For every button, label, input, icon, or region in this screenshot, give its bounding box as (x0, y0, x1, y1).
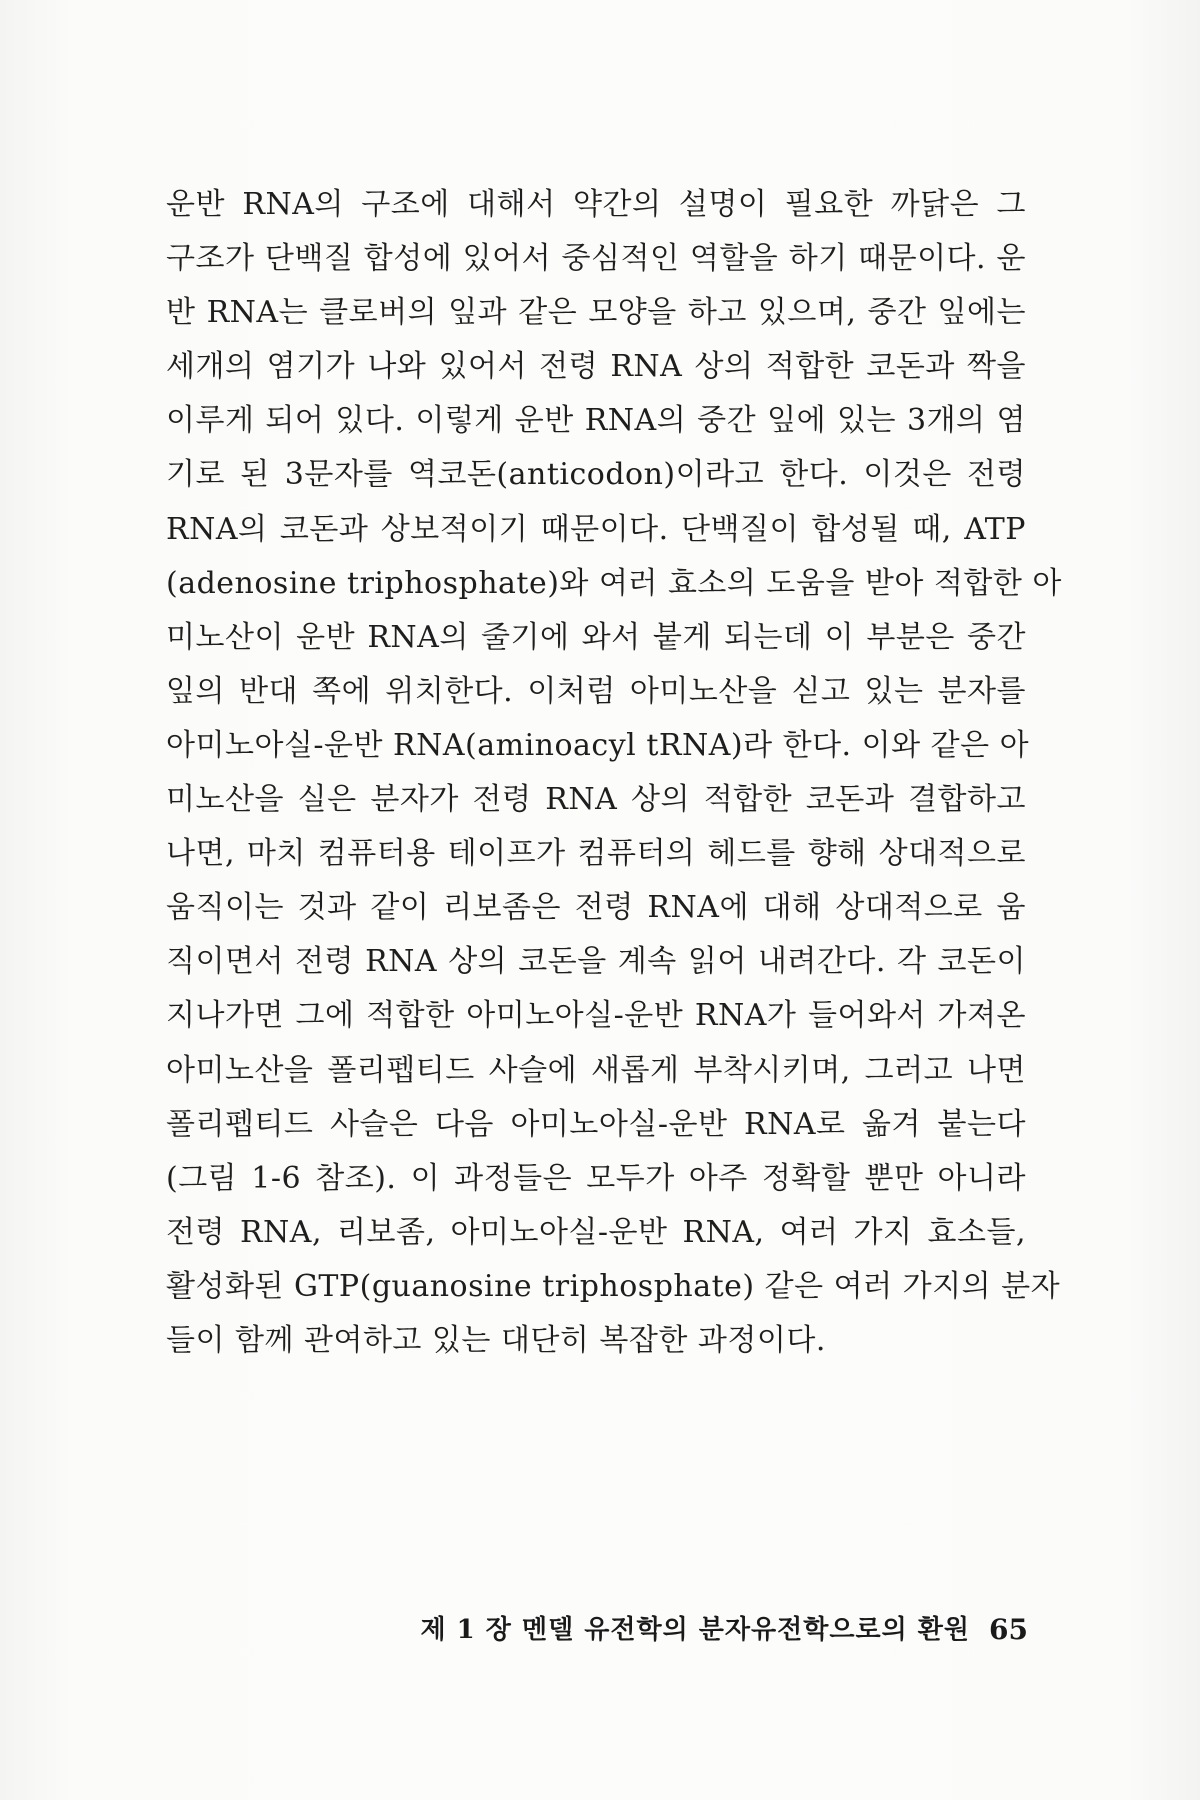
text-line: (adenosine triphosphate)와 여러 효소의 도움을 받아 적합한 아 (166, 565, 1062, 601)
text-line: 전령 RNA, 리보좀, 아미노아실-운반 RNA, 여러 가지 효소들, (166, 1214, 1026, 1250)
text-line: 운반 RNA의 구조에 대해서 약간의 설명이 필요한 까닭은 그 (166, 187, 1026, 222)
text-line: 구조가 단백질 합성에 있어서 중심적인 역할을 하기 때문이다. 운 (166, 241, 1026, 277)
page-number: 65 (989, 1613, 1028, 1646)
text-line: 기로 된 3문자를 역코돈(anticodon)이라고 한다. 이것은 전령 (166, 457, 1026, 493)
text-line: 이루게 되어 있다. 이렇게 운반 RNA의 중간 잎에 있는 3개의 염 (166, 403, 1026, 439)
text-line: (그림 1-6 참조). 이 과정들은 모두가 아주 정확할 뿐만 아니라 (166, 1160, 1026, 1196)
text-line: 활성화된 GTP(guanosine triphosphate) 같은 여러 가지의 분자 (166, 1268, 1061, 1304)
text-line: 미노산이 운반 RNA의 줄기에 와서 붙게 되는데 이 부분은 중간 (166, 619, 1026, 655)
text-line: 들이 함께 관여하고 있는 대단히 복잡한 과정이다. (166, 1322, 826, 1358)
text-line: 아미노아실-운반 RNA(aminoacyl tRNA)라 한다. 이와 같은 아 (166, 727, 1030, 763)
text-line: 아미노산을 폴리펩티드 사슬에 새롭게 부착시키며, 그러고 나면 (166, 1052, 1026, 1088)
text-line: 지나가면 그에 적합한 아미노아실-운반 RNA가 들어와서 가져온 (166, 998, 1026, 1034)
running-head: 제 1 장 멘델 유전학의 분자유전학으로의 환원 (420, 1615, 970, 1645)
text-line: 나면, 마치 컴퓨터용 테이프가 컴퓨터의 헤드를 향해 상대적으로 (166, 836, 1026, 872)
text-line: 움직이는 것과 같이 리보좀은 전령 RNA에 대해 상대적으로 움 (166, 890, 1026, 926)
text-line: 세개의 염기가 나와 있어서 전령 RNA 상의 적합한 코돈과 짝을 (166, 349, 1026, 385)
text-line: 직이면서 전령 RNA 상의 코돈을 계속 읽어 내려간다. 각 코돈이 (166, 944, 1026, 980)
text-line: RNA의 코돈과 상보적이기 때문이다. 단백질이 합성될 때, ATP (166, 511, 1026, 547)
page-footer (0, 1610, 1200, 1650)
text-line: 미노산을 실은 분자가 전령 RNA 상의 적합한 코돈과 결합하고 (166, 782, 1026, 818)
text-line: 폴리펩티드 사슬은 다음 아미노아실-운반 RNA로 옮겨 붙는다 (166, 1106, 1026, 1142)
text-line: 잎의 반대 쪽에 위치한다. 이처럼 아미노산을 싣고 있는 분자를 (166, 673, 1026, 709)
body-paragraph (166, 178, 1062, 1368)
text-line: 반 RNA는 클로버의 잎과 같은 모양을 하고 있으며, 중간 잎에는 (166, 295, 1026, 331)
